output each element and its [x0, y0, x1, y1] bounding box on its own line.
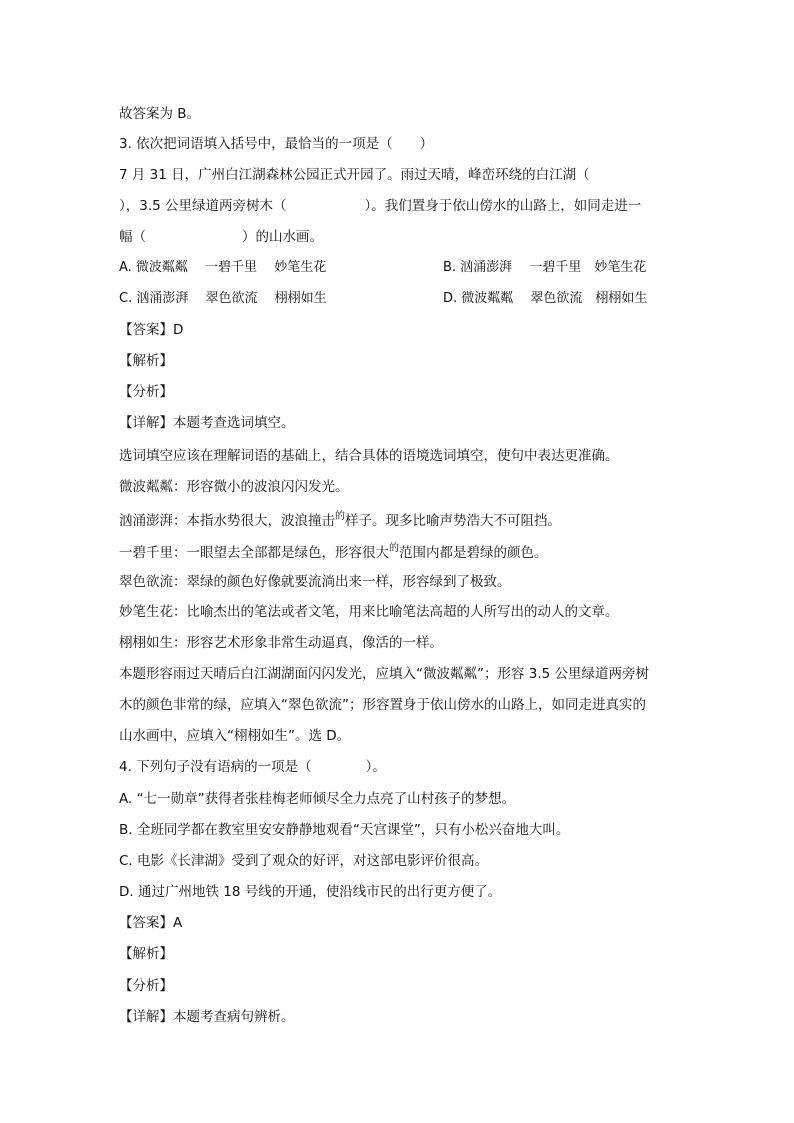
question-3-answer: 【答案】D — [119, 322, 184, 338]
question-3-passage-line-1: 7 月 31 日，广州白江湖森林公园正式开园了。雨过天晴，峰峦环绕的白江湖（ — [119, 167, 590, 183]
explanation-line-1: 选词填空应该在理解词语的基础上，结合具体的语境选词填空，使句中表达更准确。 — [119, 448, 619, 464]
explanation-line-3-part-a: 汹涌澎湃：本指水势很大，波浪撞击 — [119, 513, 335, 529]
question-3-passage-line-2 — [119, 196, 641, 216]
question-4-answer: 【答案】A — [119, 915, 183, 931]
question-3-analysis-heading: 【解析】 — [119, 353, 173, 369]
explanation-line-3 — [119, 511, 561, 533]
question-3-title: 3. 依次把词语填入括号中，最恰当的一项是（ ） — [119, 136, 434, 152]
question-4-fenxi-heading: 【分析】 — [119, 978, 173, 994]
question-4-title: 4. 下列句子没有语病的一项是（ ）。 — [119, 759, 386, 775]
explanation-line-7: 栩栩如生：形容艺术形象非常生动逼真，像活的一样。 — [119, 635, 443, 651]
explanation-line-5: 翠色欲流：翠绿的颜色好像就要流淌出来一样，形容绿到了极致。 — [119, 574, 511, 590]
explanation-line-4-part-a: 一碧千里：一眼望去全部都是绿色，形容很大 — [119, 545, 389, 561]
explanation-line-8: 本题形容雨过天晴后白江湖湖面闪闪发光，应填入“微波粼粼”；形容 3.5 公里绿道两旁树 — [119, 666, 650, 682]
superscript-de: 的 — [335, 511, 345, 522]
question-4-option-a: A. “七一勋章”获得者张桂梅老师倾尽全力点亮了山村孩子的梦想。 — [119, 791, 516, 807]
question-4-option-b: B. 全班同学都在教室里安安静静地观看“天宫课堂”，只有小松兴奋地大叫。 — [119, 822, 570, 838]
question-4-option-c: C. 电影《长津湖》受到了观众的好评，对这部电影评价很高。 — [119, 853, 489, 869]
superscript-de: 的 — [389, 543, 399, 554]
passage-line-2-part-a: ），3.5 公里绿道两旁树木（ — [119, 198, 287, 214]
question-3-option-b: B. 汹涌澎湃 一碧千里 妙笔生花 — [443, 260, 647, 275]
explanation-line-3-part-b: 样子。现多比喻声势浩大不可阻挡。 — [345, 513, 561, 529]
explanation-line-2: 微波粼粼：形容微小的波浪闪闪发光。 — [119, 479, 349, 495]
passage-line-3-part-b: ）的山水画。 — [242, 229, 323, 245]
question-3-passage-line-3 — [119, 227, 323, 247]
explanation-line-6: 妙笔生花：比喻杰出的笔法或者文笔，用来比喻笔法高超的人所写出的动人的文章。 — [119, 604, 619, 620]
question-3-option-a: A. 微波粼粼 一碧千里 妙笔生花 — [119, 260, 327, 275]
question-4-detail-heading: 【详解】本题考查病句辨析。 — [119, 1009, 295, 1025]
question-3-option-c: C. 汹涌澎湃 翠色欲流 栩栩如生 — [119, 291, 327, 306]
passage-line-3-part-a: 幅（ — [119, 229, 146, 245]
explanation-line-4 — [119, 543, 548, 565]
explanation-line-10: 山水画中，应填入“栩栩如生”。选 D。 — [119, 728, 351, 744]
question-3-fenxi-heading: 【分析】 — [119, 384, 173, 400]
explanation-line-4-part-b: 范围内都是碧绿的颜色。 — [399, 545, 548, 561]
passage-line-2-part-b: ）。我们置身于依山傍水的山路上，如同走进一 — [364, 198, 642, 214]
question-3-option-d: D. 微波粼粼 翠色欲流 栩栩如生 — [443, 291, 648, 306]
question-4-analysis-heading: 【解析】 — [119, 946, 173, 962]
question-3-detail-heading: 【详解】本题考查选词填空。 — [119, 415, 295, 431]
question-4-option-d: D. 通过广州地铁 18 号线的开通，使沿线市民的出行更方便了。 — [119, 884, 502, 900]
explanation-line-9: 木的颜色非常的绿，应填入“翠色欲流”；形容置身于依山傍水的山路上，如同走进真实的 — [119, 697, 646, 713]
previous-answer-line: 故答案为 B。 — [119, 106, 201, 122]
